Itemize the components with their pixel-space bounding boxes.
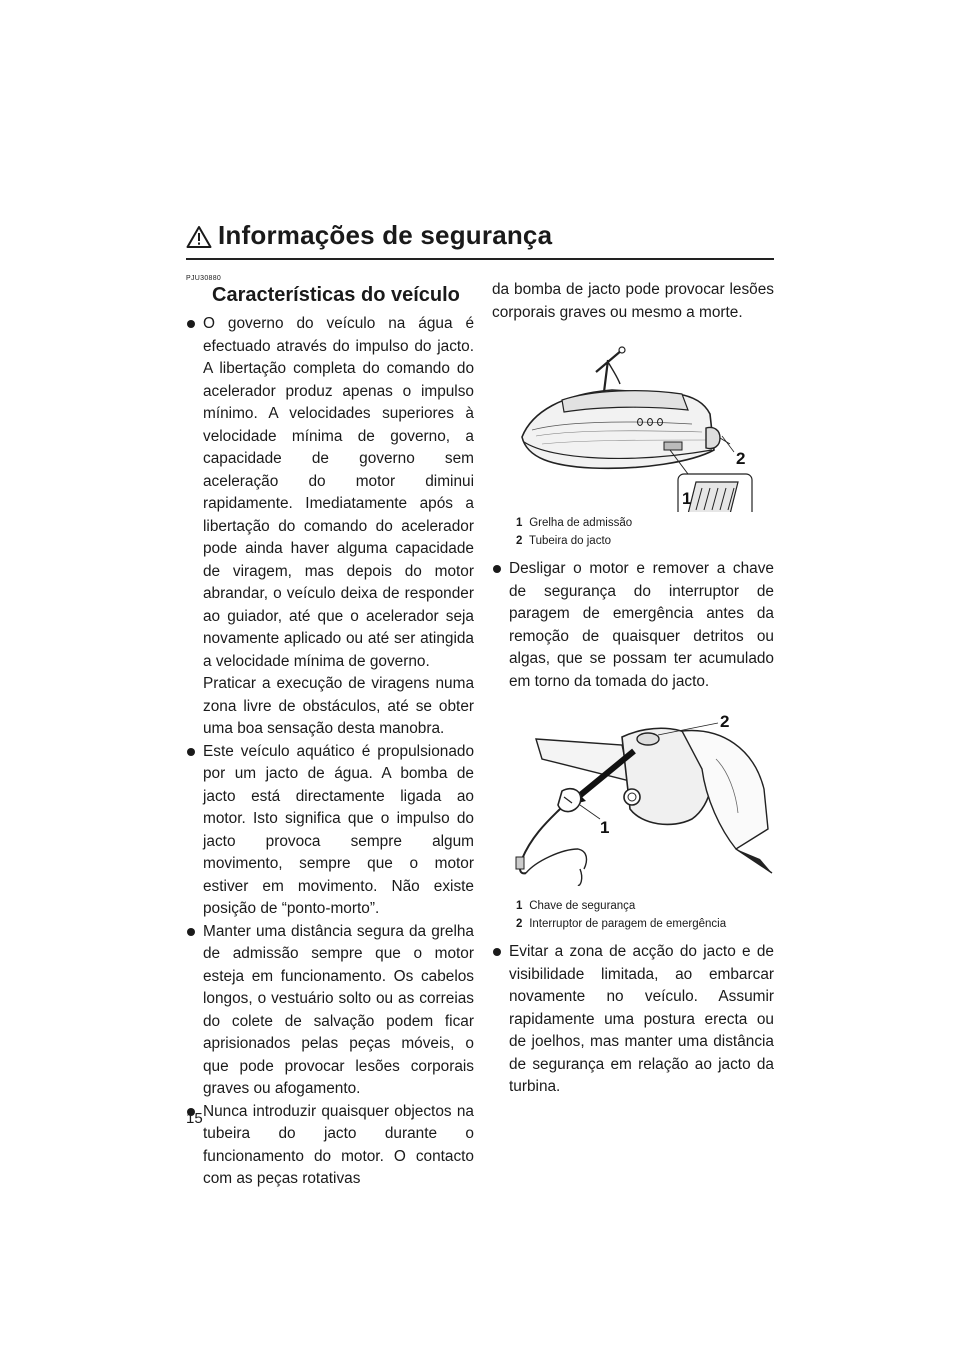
figure1-captions bbox=[516, 514, 774, 550]
list-item bbox=[186, 313, 474, 741]
section-title: Características do veículo bbox=[212, 284, 460, 306]
list-item bbox=[492, 941, 774, 1099]
callout-label: 2 bbox=[720, 712, 730, 731]
caption-row: 1 Chave de segurança bbox=[516, 900, 636, 912]
right-bullet-list-2 bbox=[492, 941, 774, 1099]
paragraph: Evitar a zona de acção do jacto e de visibilidade limitada, ao embarcar novamente no veículo. Assumir rapidamente uma postura erecta ou de joelhos, mas manter uma distância de segurança em relação ao jacto da turbina. bbox=[509, 943, 774, 1095]
jet-ski-illustration bbox=[492, 332, 774, 512]
right-column bbox=[492, 279, 774, 1099]
figure-lanyard bbox=[492, 709, 774, 895]
continuation-paragraph: da bomba de jacto pode provocar lesões corporais graves ou mesmo a morte. bbox=[492, 281, 774, 321]
figure-jet-ski bbox=[492, 332, 774, 512]
callout-label: 1 bbox=[600, 818, 610, 837]
left-bullet-list bbox=[186, 313, 474, 1191]
bullet-dot-icon bbox=[187, 320, 195, 328]
section-code: PJU30880 bbox=[186, 275, 222, 282]
paragraph: Nunca introduzir quaisquer objectos na tubeira do jacto durante o funcionamento do motor. O contacto com as peças rotativas bbox=[203, 1102, 474, 1187]
warning-triangle-icon bbox=[186, 225, 212, 249]
paragraph: O governo do veículo na água é efectuado através do impulso do jacto. A libertação completa do comando do acelerador produz apenas o impulso mínimo. A velocidades superiores à velocidade mínima de governo, a capacidade de governo sem aceleração do motor diminui rapidamente. Imediatamente após a libertação do comando do acelerador pode ainda haver alguma capacidade de viragem, mas depois do motor abrandar, o veículo deixa de responder ao guiador, até que o acelerador seja novamente aplicado ou até ser atingida a velocidade mínima de governo. bbox=[203, 315, 474, 670]
caption-row: 1 Grelha de admissão bbox=[516, 517, 633, 529]
right-bullet-list-1 bbox=[492, 558, 774, 693]
lanyard-illustration bbox=[492, 709, 774, 895]
page-number: 15 bbox=[186, 1110, 203, 1127]
paragraph: Praticar a execução de viragens numa zona livre de obstáculos, até se obter uma boa sensação desta manobra. bbox=[203, 675, 474, 737]
paragraph: Este veículo aquático é propulsionado por um jacto de água. A bomba de jacto está directamente ligada ao motor. Isto significa que o impulso do jacto provoca sempre algum movimento, sempre que o motor estiver em movimento. Não existe posição de “ponto-morto”. bbox=[203, 742, 474, 917]
list-item bbox=[186, 921, 474, 1101]
callout-label: 1 bbox=[682, 489, 692, 508]
list-item bbox=[186, 741, 474, 921]
caption-row: 2 Interruptor de paragem de emergência bbox=[516, 918, 727, 930]
figure2-captions bbox=[516, 897, 774, 933]
bullet-dot-icon bbox=[493, 565, 501, 573]
bullet-dot-icon bbox=[187, 928, 195, 936]
caption-row: 2 Tubeira do jacto bbox=[516, 535, 612, 547]
paragraph: Desligar o motor e remover a chave de segurança do interruptor de paragem de emergência antes da remoção de quaisquer detritos ou algas, que se possam ter acumulado em torno da tomada do jacto. bbox=[509, 560, 774, 690]
page-header bbox=[186, 222, 774, 260]
page-header-title: Informações de segurança bbox=[218, 220, 553, 250]
bullet-dot-icon bbox=[493, 948, 501, 956]
list-item bbox=[186, 1101, 474, 1191]
left-column bbox=[186, 274, 474, 1191]
callout-label: 2 bbox=[736, 449, 746, 468]
list-item bbox=[492, 558, 774, 693]
bullet-dot-icon bbox=[187, 748, 195, 756]
paragraph: Manter uma distância segura da grelha de admissão sempre que o motor esteja em funcionamento. Os cabelos longos, o vestuário solto ou as correias do colete de salvação podem ficar aprisionados pelas peças móveis, o que pode provocar lesões corporais graves ou afogamento. bbox=[203, 922, 474, 1097]
